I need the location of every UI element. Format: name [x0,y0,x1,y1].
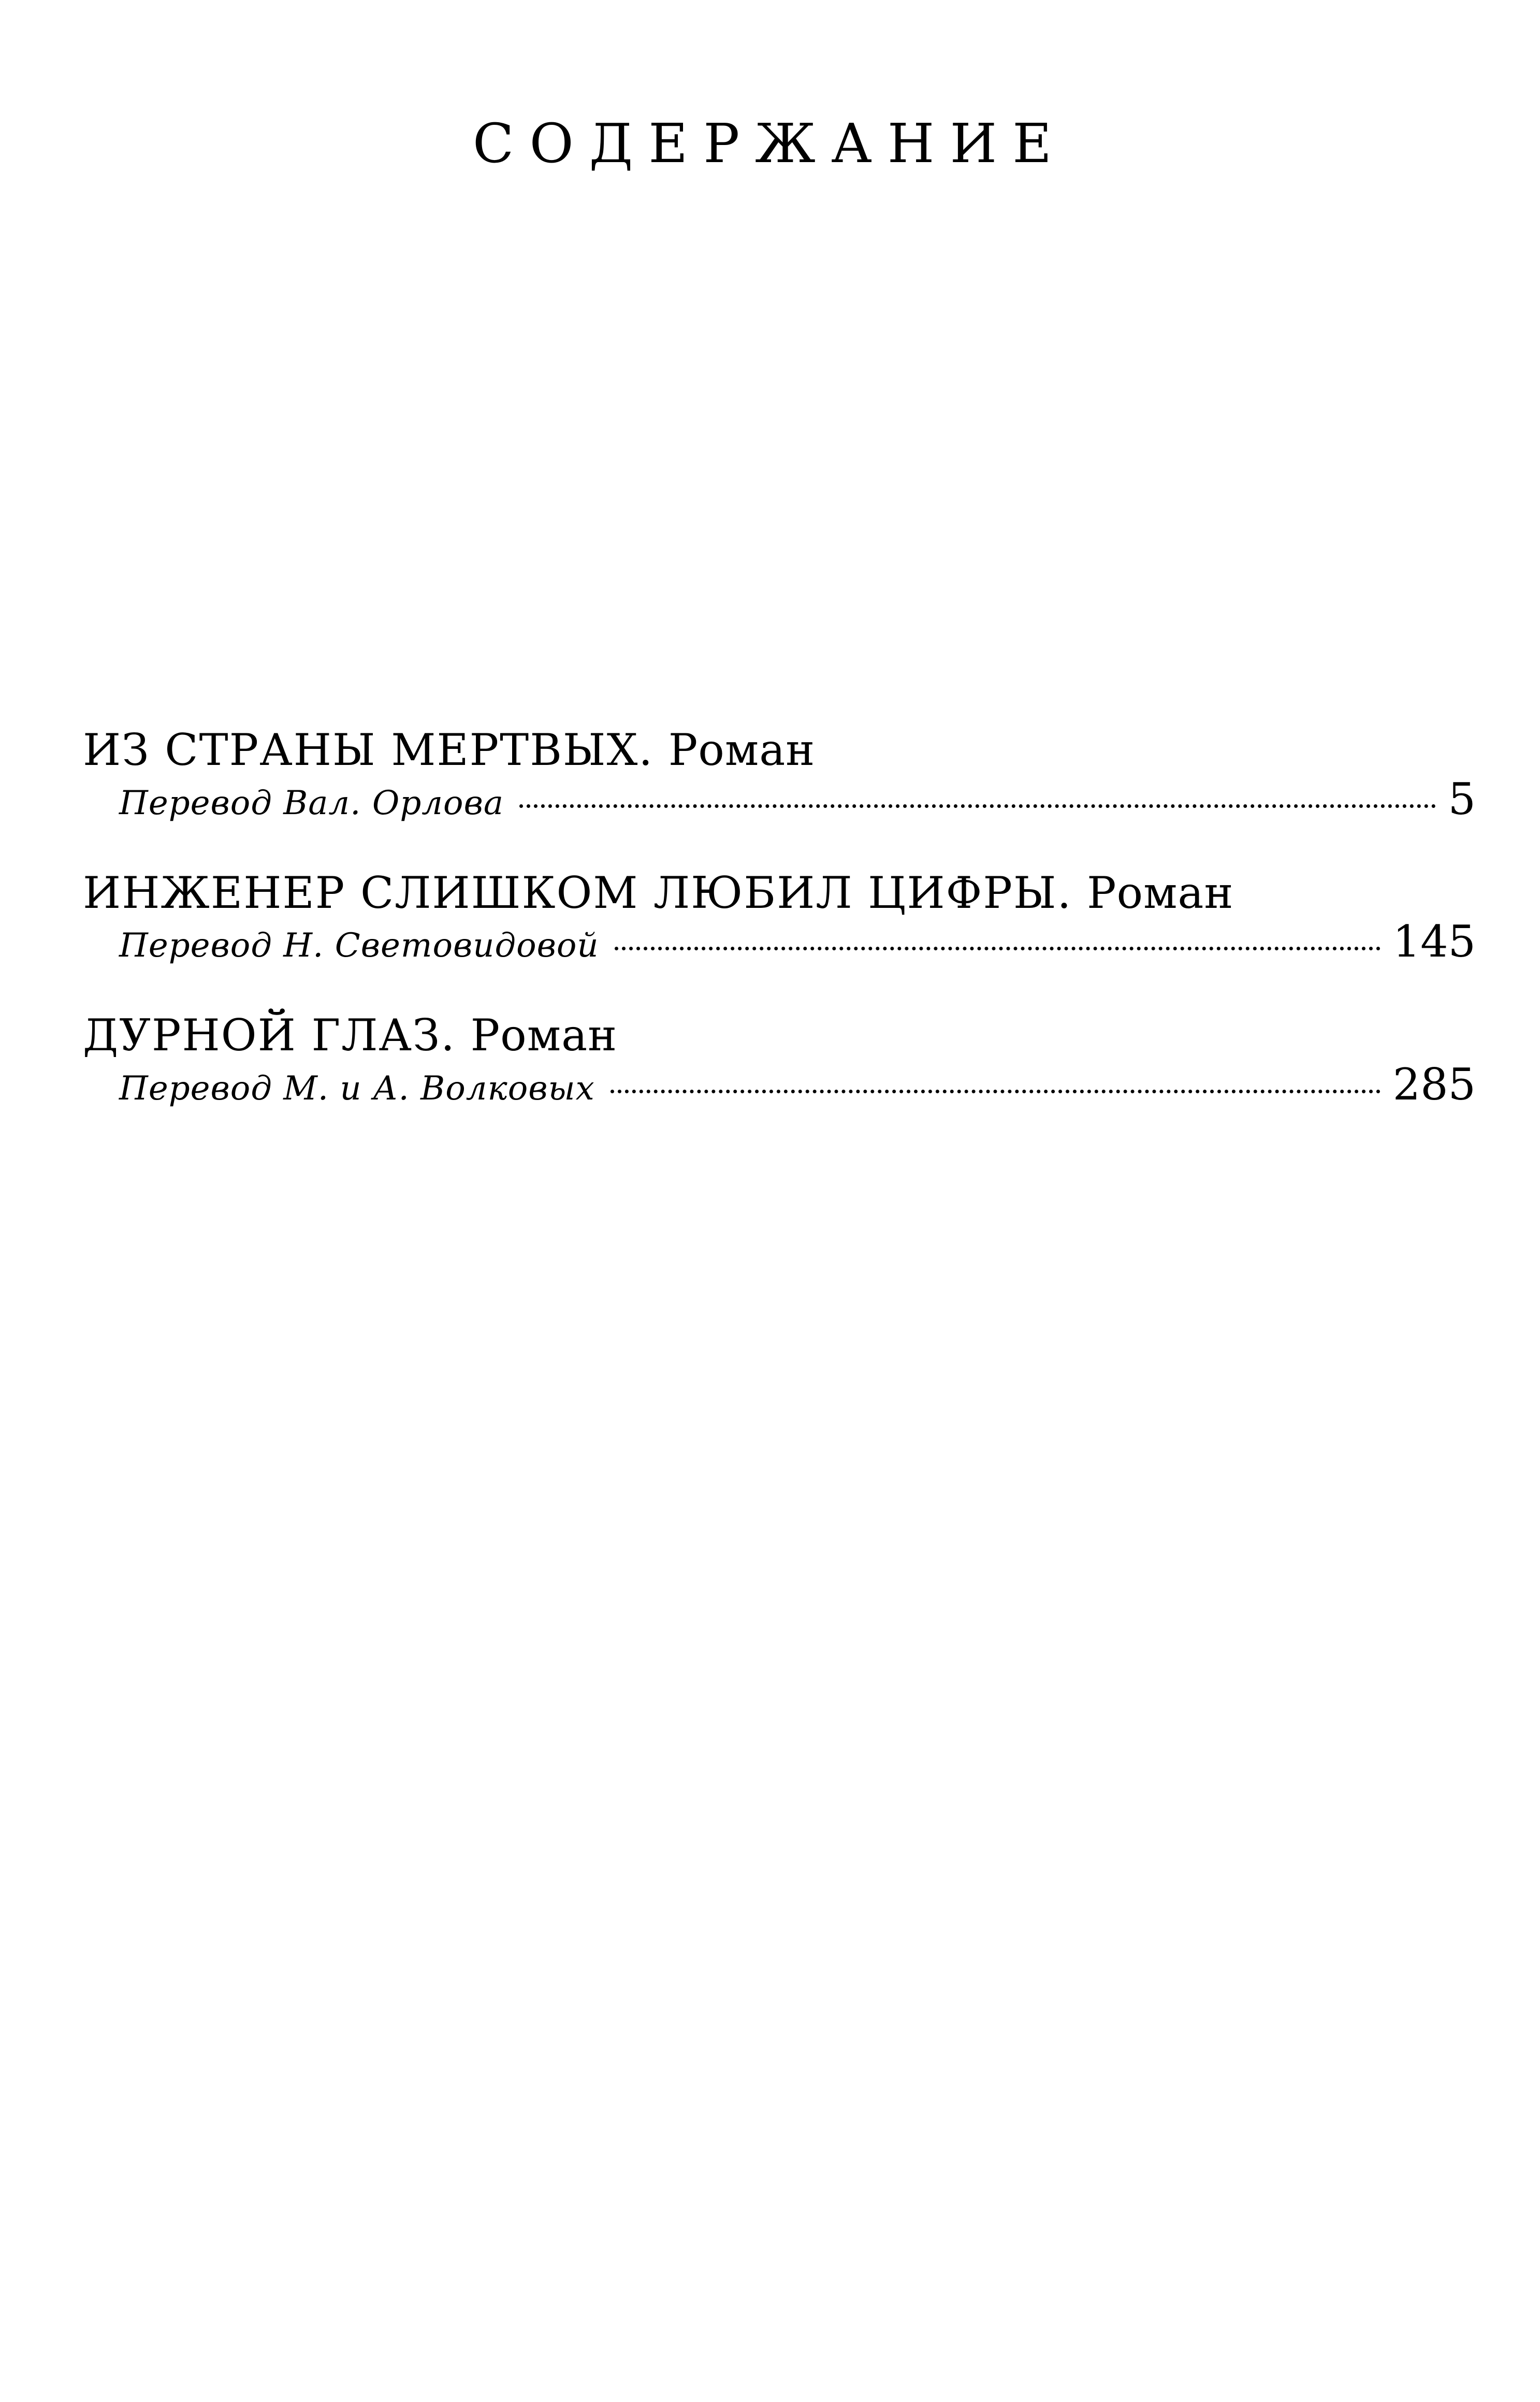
entry-translator-line [119,773,1476,824]
entry-title [83,868,1476,918]
dot-leader [615,947,1381,950]
entry-title [83,725,1476,775]
page-title: СОДЕРЖАНИЕ [472,112,1068,175]
entry-translator: Перевод Н. Световидовой [119,927,599,965]
entry-page-number: 5 [1448,773,1476,824]
dot-leader [519,804,1436,808]
entry-page-number: 145 [1392,916,1476,967]
entry-work-title: ДУРНОЙ ГЛАЗ. [83,1010,456,1061]
toc-entry [83,868,1476,965]
entry-title [83,1010,1476,1061]
entry-genre: Роман [1086,867,1234,918]
toc-entry [83,725,1476,822]
table-of-contents [83,725,1476,1108]
entry-page-number: 285 [1392,1059,1476,1110]
dot-leader [611,1090,1381,1093]
entry-work-title: ИНЖЕНЕР СЛИШКОМ ЛЮБИЛ ЦИФРЫ. [83,867,1072,918]
entry-translator: Перевод Вал. Орлова [119,784,504,822]
entry-genre: Роман [470,1010,618,1061]
entry-genre: Роман [668,725,816,775]
entry-translator-line [119,1059,1476,1110]
toc-entry [83,1010,1476,1108]
entry-work-title: ИЗ СТРАНЫ МЕРТВЫХ. [83,725,654,775]
entry-translator: Перевод М. и А. Волковых [119,1069,595,1108]
entry-translator-line [119,916,1476,967]
